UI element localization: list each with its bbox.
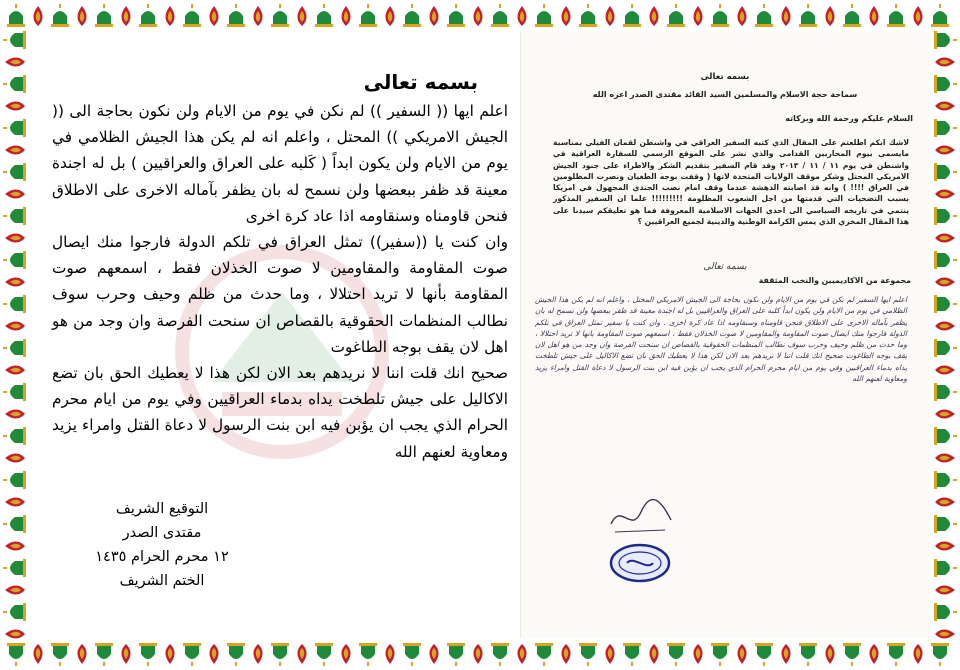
border-motif — [623, 643, 641, 666]
border-motif — [491, 643, 509, 666]
border-motif — [934, 31, 957, 49]
decorative-border-left — [0, 0, 30, 670]
border-motif — [934, 383, 957, 401]
border-motif — [210, 6, 219, 26]
border-motif — [3, 427, 26, 445]
border-motif — [359, 4, 377, 27]
border-motif — [298, 644, 307, 664]
border-motif — [227, 643, 245, 666]
border-motif — [935, 454, 955, 463]
border-motif — [579, 4, 597, 27]
border-motif — [934, 251, 957, 269]
border-motif — [491, 4, 509, 27]
border-motif — [667, 643, 685, 666]
signature-line-4: الختم الشريف — [119, 573, 205, 589]
border-motif — [518, 644, 527, 664]
border-motif — [3, 515, 26, 533]
border-motif — [782, 644, 791, 664]
border-motif — [826, 6, 835, 26]
border-motif — [935, 366, 955, 375]
border-motif — [3, 163, 26, 181]
border-motif — [210, 644, 219, 664]
border-motif — [887, 4, 905, 27]
border-motif — [935, 498, 955, 507]
border-motif — [650, 6, 659, 26]
border-motif — [935, 630, 955, 639]
border-motif — [935, 322, 955, 331]
decorative-border-bottom — [0, 640, 960, 670]
scan-greeting: السلام عليكم ورحمة الله وبركاته — [785, 114, 913, 123]
border-motif — [271, 4, 289, 27]
hand-line-3: فنحن قاومناه وسنقاومه اذا عاد كرة اخرى . وان كنت يا سفير تمثل العراق في تلكم الدولة فارجوا منك ايصال صوت المقاومة والمقاومين لا صوت الخذلان فقط ، اسمعهم صوت المقاومة بانها لا تريد احتلالا ، وما حدث من ظلم وحيف وحرب سوف نطالب المنظمات الحقوقية بالقصاص ان سنحت الفرصة وان وجد من هو اهل لان يقف بوجه الطاغوت — [535, 317, 907, 361]
border-motif — [667, 4, 685, 27]
border-motif — [755, 643, 773, 666]
decorative-border-top — [0, 0, 960, 30]
border-motif — [3, 31, 26, 49]
border-motif — [298, 6, 307, 26]
border-motif — [122, 644, 131, 664]
border-motif — [3, 75, 26, 93]
border-motif — [887, 643, 905, 666]
scan-question-paragraph: لاشك انكم اطلعتم على المقال الذي كتبه السفير العراقي في واشنطن لقمان الفيلي بمناسبة مايسمى بيوم المحاربين القدامى والذي نشر على الموقع الرسمي للسفارة العراقية في واشنطن في يوم ١١ / ١١ / ٢٠١٣ وقد قام السفير بتقديم الشكر والاطراء على جنود الجيش الامريكي المحتل وشكر موقف الولايات المتحدة لانها ( وقفت بوجه الطغيان ونصرت المظلومين في العراق !!!! ) وانه قد اصابته الدهشة عندما وقف امام نصب الجندي المجهول في امريكا بسبب التضحيات التي قدمتها من اجل الشعوب المظلومة !!!!!!!!! علما ان السفير المذكور ينتمي في تاريخه السياسي الى احدى الجهات الاسلامية المعروفة فما هو تعليقكم سيدنا على هذا المقال المخزي الذي يمس الكرامة الوطنية والدينية لجميع العراقيين ؟ — [553, 138, 910, 227]
border-motif — [95, 643, 113, 666]
border-motif — [935, 146, 955, 155]
border-motif — [935, 586, 955, 595]
border-motif — [403, 4, 421, 27]
border-motif — [934, 427, 957, 445]
border-motif — [271, 643, 289, 666]
border-motif — [935, 278, 955, 287]
signature-line-1: التوقيع الشريف — [115, 501, 209, 517]
border-motif — [315, 4, 333, 27]
border-motif — [606, 644, 615, 664]
border-motif — [386, 6, 395, 26]
typed-letter-panel — [32, 32, 518, 638]
border-motif — [3, 559, 26, 577]
border-motif — [447, 643, 465, 666]
border-motif — [139, 4, 157, 27]
border-motif — [51, 4, 69, 27]
border-motif — [579, 643, 597, 666]
border-motif — [5, 190, 25, 199]
border-motif — [934, 75, 957, 93]
border-motif — [935, 102, 955, 111]
border-motif — [34, 644, 43, 664]
border-motif — [5, 102, 25, 111]
letter-body — [52, 98, 508, 465]
border-motif — [3, 603, 26, 621]
border-motif — [183, 4, 201, 27]
border-motif — [95, 4, 113, 27]
border-motif — [5, 586, 25, 595]
border-motif — [711, 643, 729, 666]
border-motif — [5, 630, 25, 639]
border-motif — [3, 339, 26, 357]
border-motif — [403, 643, 421, 666]
border-motif — [738, 6, 747, 26]
border-motif — [5, 146, 25, 155]
border-motif — [227, 4, 245, 27]
letter-paragraph-1: اعلم ايها (( السفير )) لم نكن في يوم من الايام ولن نكون بحاجة الى (( الجيش الامريكي )) المحتل ، واعلم انه لم يكن هذا الجيش الظلامي في يوم من الايام ولن يكون ابداً ( كَلبه على العراق والعراقيين ) بل له اجندة معينة قد ظفر ببعضها ولن نسمح له بان يظفر بآماله الاخرى على الاطلاق فنحن قاومناه وسنقاومه اذا عاد كرة اخرى — [52, 102, 508, 225]
border-motif — [5, 278, 25, 287]
border-motif — [5, 322, 25, 331]
border-motif — [166, 6, 175, 26]
border-motif — [711, 4, 729, 27]
border-motif — [934, 515, 957, 533]
border-motif — [139, 643, 157, 666]
border-motif — [799, 4, 817, 27]
border-motif — [430, 644, 439, 664]
border-motif — [359, 643, 377, 666]
hand-line-2: في يوم من الايام ولن يكون ابداً كلبه على العراق والعراقيين بل له اجندة معينة قد ظفر ببعضها ولن نسمح له بان يظفر بآماله الاخرى على الاطلاق — [535, 306, 907, 327]
border-motif — [935, 234, 955, 243]
border-motif — [122, 6, 131, 26]
signature-block — [72, 497, 252, 593]
border-motif — [934, 603, 957, 621]
hand-line-4: صحيح انك قلت اننا لا نريدهم بعد الان لكن هذا لا يعطيك الحق بان تضع الاكاليل على جيش تلطخت يداه بدماء العراقيين وفي يوم من ايام محرم الحرام الذي يجب ان يؤبن فيه ابن بنت الرسول لا دعاة القتل وامراء يزيد ومعاوية لعنهم الله — [535, 351, 907, 384]
signature-line-2: مقتدى الصدر — [122, 525, 202, 541]
border-motif — [623, 4, 641, 27]
border-motif — [430, 6, 439, 26]
border-motif — [738, 644, 747, 664]
border-motif — [935, 542, 955, 551]
scan-handwritten-heading: بسمه تعالى — [703, 262, 747, 272]
border-motif — [474, 6, 483, 26]
border-motif — [342, 644, 351, 664]
border-motif — [386, 644, 395, 664]
border-motif — [183, 643, 201, 666]
border-motif — [5, 366, 25, 375]
border-motif — [3, 119, 26, 137]
border-motif — [535, 643, 553, 666]
border-motif — [342, 6, 351, 26]
border-motif — [935, 58, 955, 67]
border-motif — [934, 295, 957, 313]
handwritten-signature — [601, 494, 681, 538]
border-motif — [535, 4, 553, 27]
border-motif — [3, 383, 26, 401]
decorative-border-right — [930, 0, 960, 670]
scan-addressee: سماحة حجة الاسلام والمسلمين السيد القائد مقتدى الصدر اعزه الله — [592, 90, 858, 99]
border-motif — [782, 6, 791, 26]
hand-line-1: اعلم ايها السفير لم نكن في يوم من الايام ولن نكون بحاجة الى الجيش الامريكي المحتل ، واعلم انه لم يكن هذا الجيش الظلامي — [535, 295, 907, 316]
border-motif — [562, 644, 571, 664]
scan-heading: بسمه تعالى — [700, 72, 750, 82]
border-motif — [3, 295, 26, 313]
border-motif — [934, 163, 957, 181]
scan-signatory-group: مجموعة من الاكاديميين والنخب المثقفة — [758, 276, 911, 285]
border-motif — [5, 58, 25, 67]
border-motif — [826, 644, 835, 664]
border-motif — [870, 644, 879, 664]
border-motif — [518, 6, 527, 26]
border-motif — [254, 6, 263, 26]
border-motif — [935, 190, 955, 199]
border-motif — [5, 498, 25, 507]
border-motif — [650, 644, 659, 664]
border-motif — [5, 410, 25, 419]
border-motif — [3, 251, 26, 269]
letter-title: بسمه تعالى — [363, 70, 478, 94]
border-motif — [843, 4, 861, 27]
border-motif — [934, 207, 957, 225]
border-motif — [606, 6, 615, 26]
border-motif — [755, 4, 773, 27]
border-motif — [562, 6, 571, 26]
border-motif — [447, 4, 465, 27]
border-motif — [51, 643, 69, 666]
border-motif — [254, 644, 263, 664]
official-seal-stamp — [609, 543, 671, 583]
letter-paragraph-3: صحيح انك قلت اننا لا نريدهم بعد الان لكن هذا لا يعطيك الحق بان تضع الاكاليل على جيش تلطخت يداه بدماء العراقيين وفي يوم من ايام محرم الحرام الذي يجب ان يؤبن فيه ابن بنت الرسول لا دعاة القتل وامراء يزيد ومعاوية لعنهم الله — [52, 364, 508, 461]
border-motif — [934, 471, 957, 489]
border-motif — [934, 119, 957, 137]
border-motif — [5, 542, 25, 551]
scan-handwritten-reply — [535, 294, 907, 384]
border-motif — [934, 339, 957, 357]
border-motif — [166, 644, 175, 664]
border-motif — [3, 471, 26, 489]
border-motif — [78, 6, 87, 26]
border-motif — [914, 6, 923, 26]
border-motif — [474, 644, 483, 664]
border-motif — [694, 6, 703, 26]
border-motif — [935, 410, 955, 419]
border-motif — [5, 234, 25, 243]
border-motif — [870, 6, 879, 26]
border-motif — [914, 644, 923, 664]
border-motif — [694, 644, 703, 664]
letter-paragraph-2: وان كنت يا ((سفير)) تمثل العراق في تلكم الدولة فارجوا منك ايصال صوت المقاومة والمقاومين لا صوت الخذلان فقط ، اسمعهم صوت المقاومة بأنها لا تريد احتلالا ، وما حدث من ظلم وحيف وحرب سوف نطالب المنظمات الحقوقية بالقصاص ان سنحت الفرصة وان وجد من هو اهل لان يقف بوجه الطاغوت — [52, 233, 508, 356]
border-motif — [799, 643, 817, 666]
border-motif — [78, 644, 87, 664]
border-motif — [315, 643, 333, 666]
border-motif — [3, 207, 26, 225]
scanned-document-panel — [520, 32, 929, 638]
signature-line-3: ١٢ محرم الحرام ١٤٣٥ — [95, 549, 229, 565]
border-motif — [843, 643, 861, 666]
border-motif — [34, 6, 43, 26]
border-motif — [934, 559, 957, 577]
border-motif — [5, 454, 25, 463]
